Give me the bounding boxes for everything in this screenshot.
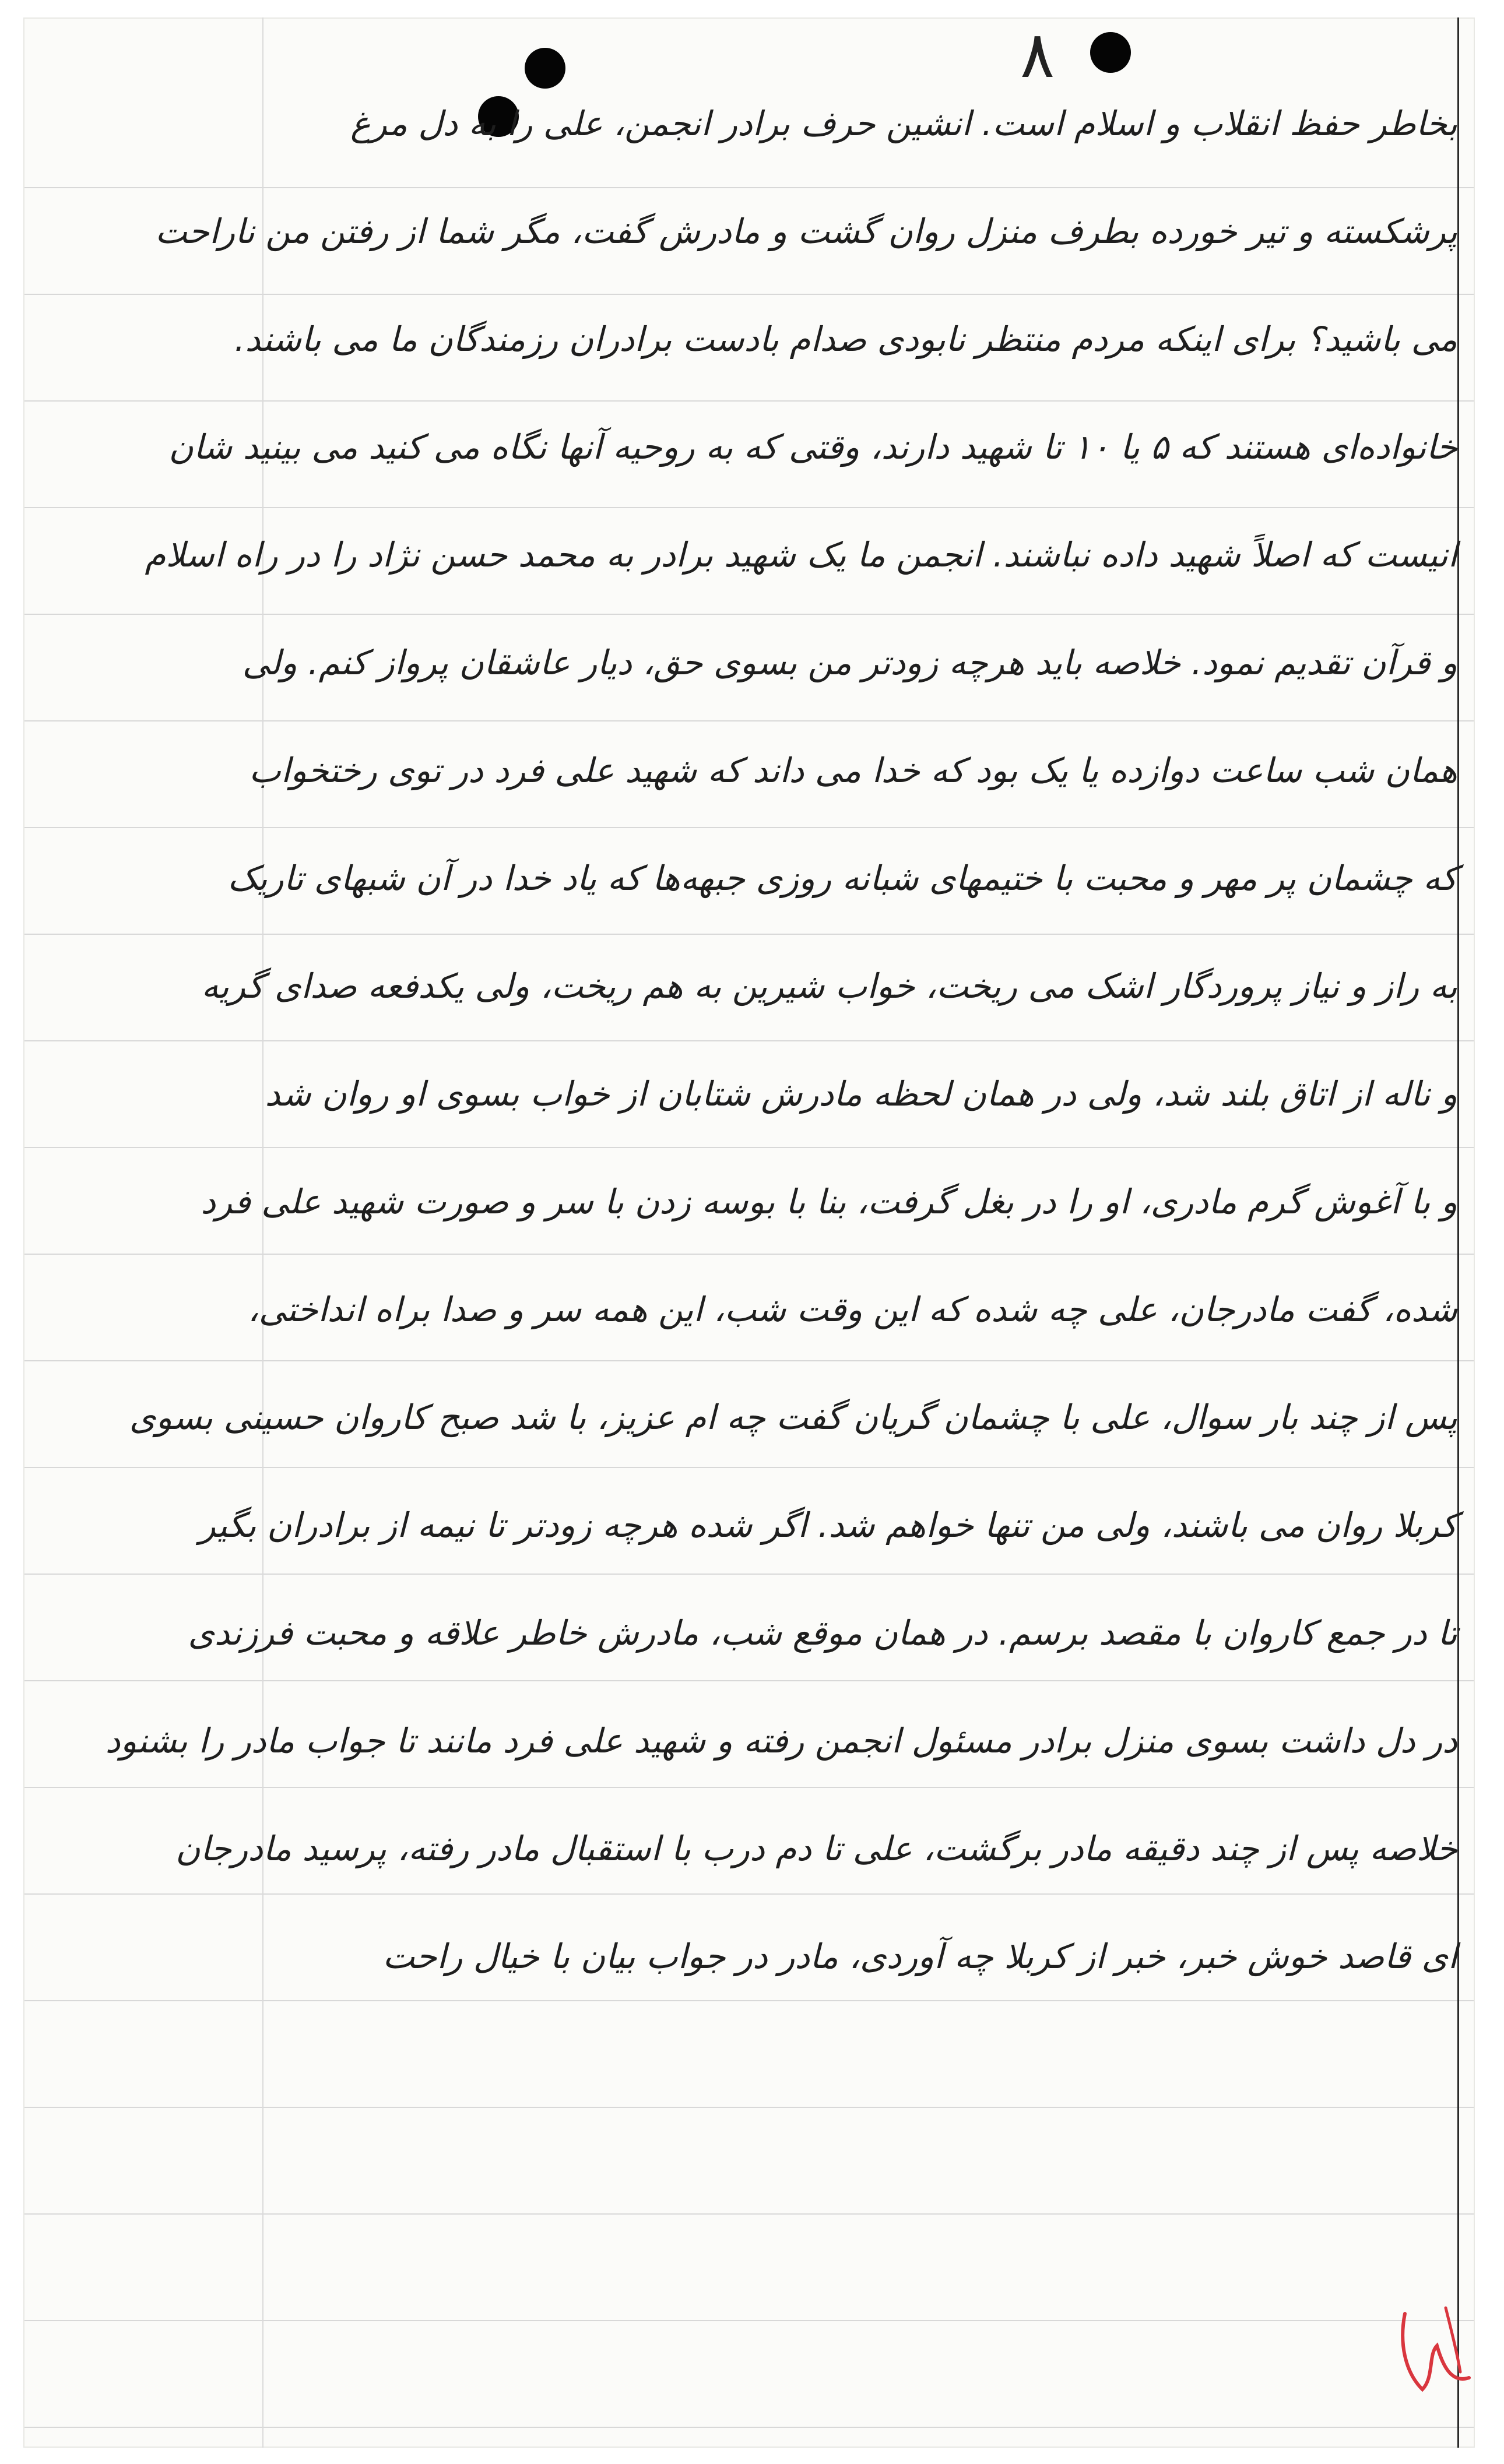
text-line: به راز و نیاز پروردگار اشک می ریخت، خواب شیرین به هم ریخت، ولی یکدفعه صدای گریه (201, 966, 1457, 1006)
text-line: شده، گفت مادرجان، علی چه شده که این وقت شب، این همه سر و صدا براه انداختی، (248, 1290, 1457, 1329)
text-line: خلاصه پس از چند دقیقه مادر برگشت، علی تا دم درب با استقبال مادر رفته، پرسید مادرجان (175, 1829, 1457, 1868)
text-line: خانواده‌ای هستند که ۵ یا ۱۰ تا شهید دارند، وقتی که به روحیه آنها نگاه می کنید می بینید شان (168, 427, 1457, 467)
text-line: پس از چند بار سوال، علی با چشمان گریان گفت چه ام عزیز، با شد صبح کاروان حسینی بسوی (129, 1398, 1457, 1437)
text-line: می باشید؟ برای اینکه مردم منتظر نابودی صدام بادست برادران رزمندگان ما می باشند. (234, 319, 1457, 359)
text-line: پرشکسته و تیر خورده بطرف منزل روان گشت و مادرش گفت، مگر شما از رفتن من ناراحت (155, 212, 1457, 251)
page-number: ۸ (1020, 17, 1055, 92)
text-line: ای قاصد خوش خبر، خبر از کربلا چه آوردی، مادر در جواب بیان با خیال راحت (382, 1937, 1457, 1976)
handwritten-text (105, 70, 1457, 2011)
text-line: بخاطر حفظ انقلاب و اسلام است. انشین حرف برادر انجمن، علی را به دل مرغ (350, 104, 1457, 143)
text-line: در دل داشت بسوی منزل برادر مسئول انجمن رفته و شهید علی فرد مانند تا جواب مادر را بشنود (105, 1721, 1457, 1761)
text-line: که چشمان پر مهر و محبت با ختیمهای شبانه روزی جبهه‌ها که یاد خدا در آن شبهای تاریک (227, 858, 1457, 898)
text-line: انیست که اصلاً شهید داده نباشند. انجمن ما یک شهید برادر به محمد حسن نژاد را در راه اسلام (145, 535, 1457, 575)
text-line: و با آغوش گرم مادری، او را در بغل گرفت، بنا با بوسه زدن با سر و صورت شهید علی فرد (201, 1182, 1457, 1222)
text-line: تا در جمع کاروان با مقصد برسم. در همان موقع شب، مادرش خاطر علاقه و محبت فرزندی (188, 1613, 1457, 1653)
punch-hole (1090, 32, 1131, 73)
text-line: کربلا روان می باشند، ولی من تنها خواهم شد. اگر شده هرچه زودتر تا نیمه از برادران بگیر (199, 1505, 1457, 1545)
text-line: همان شب ساعت دوازده یا یک بود که خدا می داند که شهید علی فرد در توی رختخواب (249, 751, 1457, 790)
text-line: و قرآن تقدیم نمود. خلاصه باید هرچه زودتر من بسوی حق، دیار عاشقان پرواز کنم. ولی (242, 643, 1457, 682)
right-page-edge (1457, 17, 1459, 2448)
red-margin-note (1387, 2290, 1481, 2407)
text-line: و ناله از اتاق بلند شد، ولی در همان لحظه مادرش شتابان از خواب بسوی او روان شد (265, 1074, 1457, 1114)
